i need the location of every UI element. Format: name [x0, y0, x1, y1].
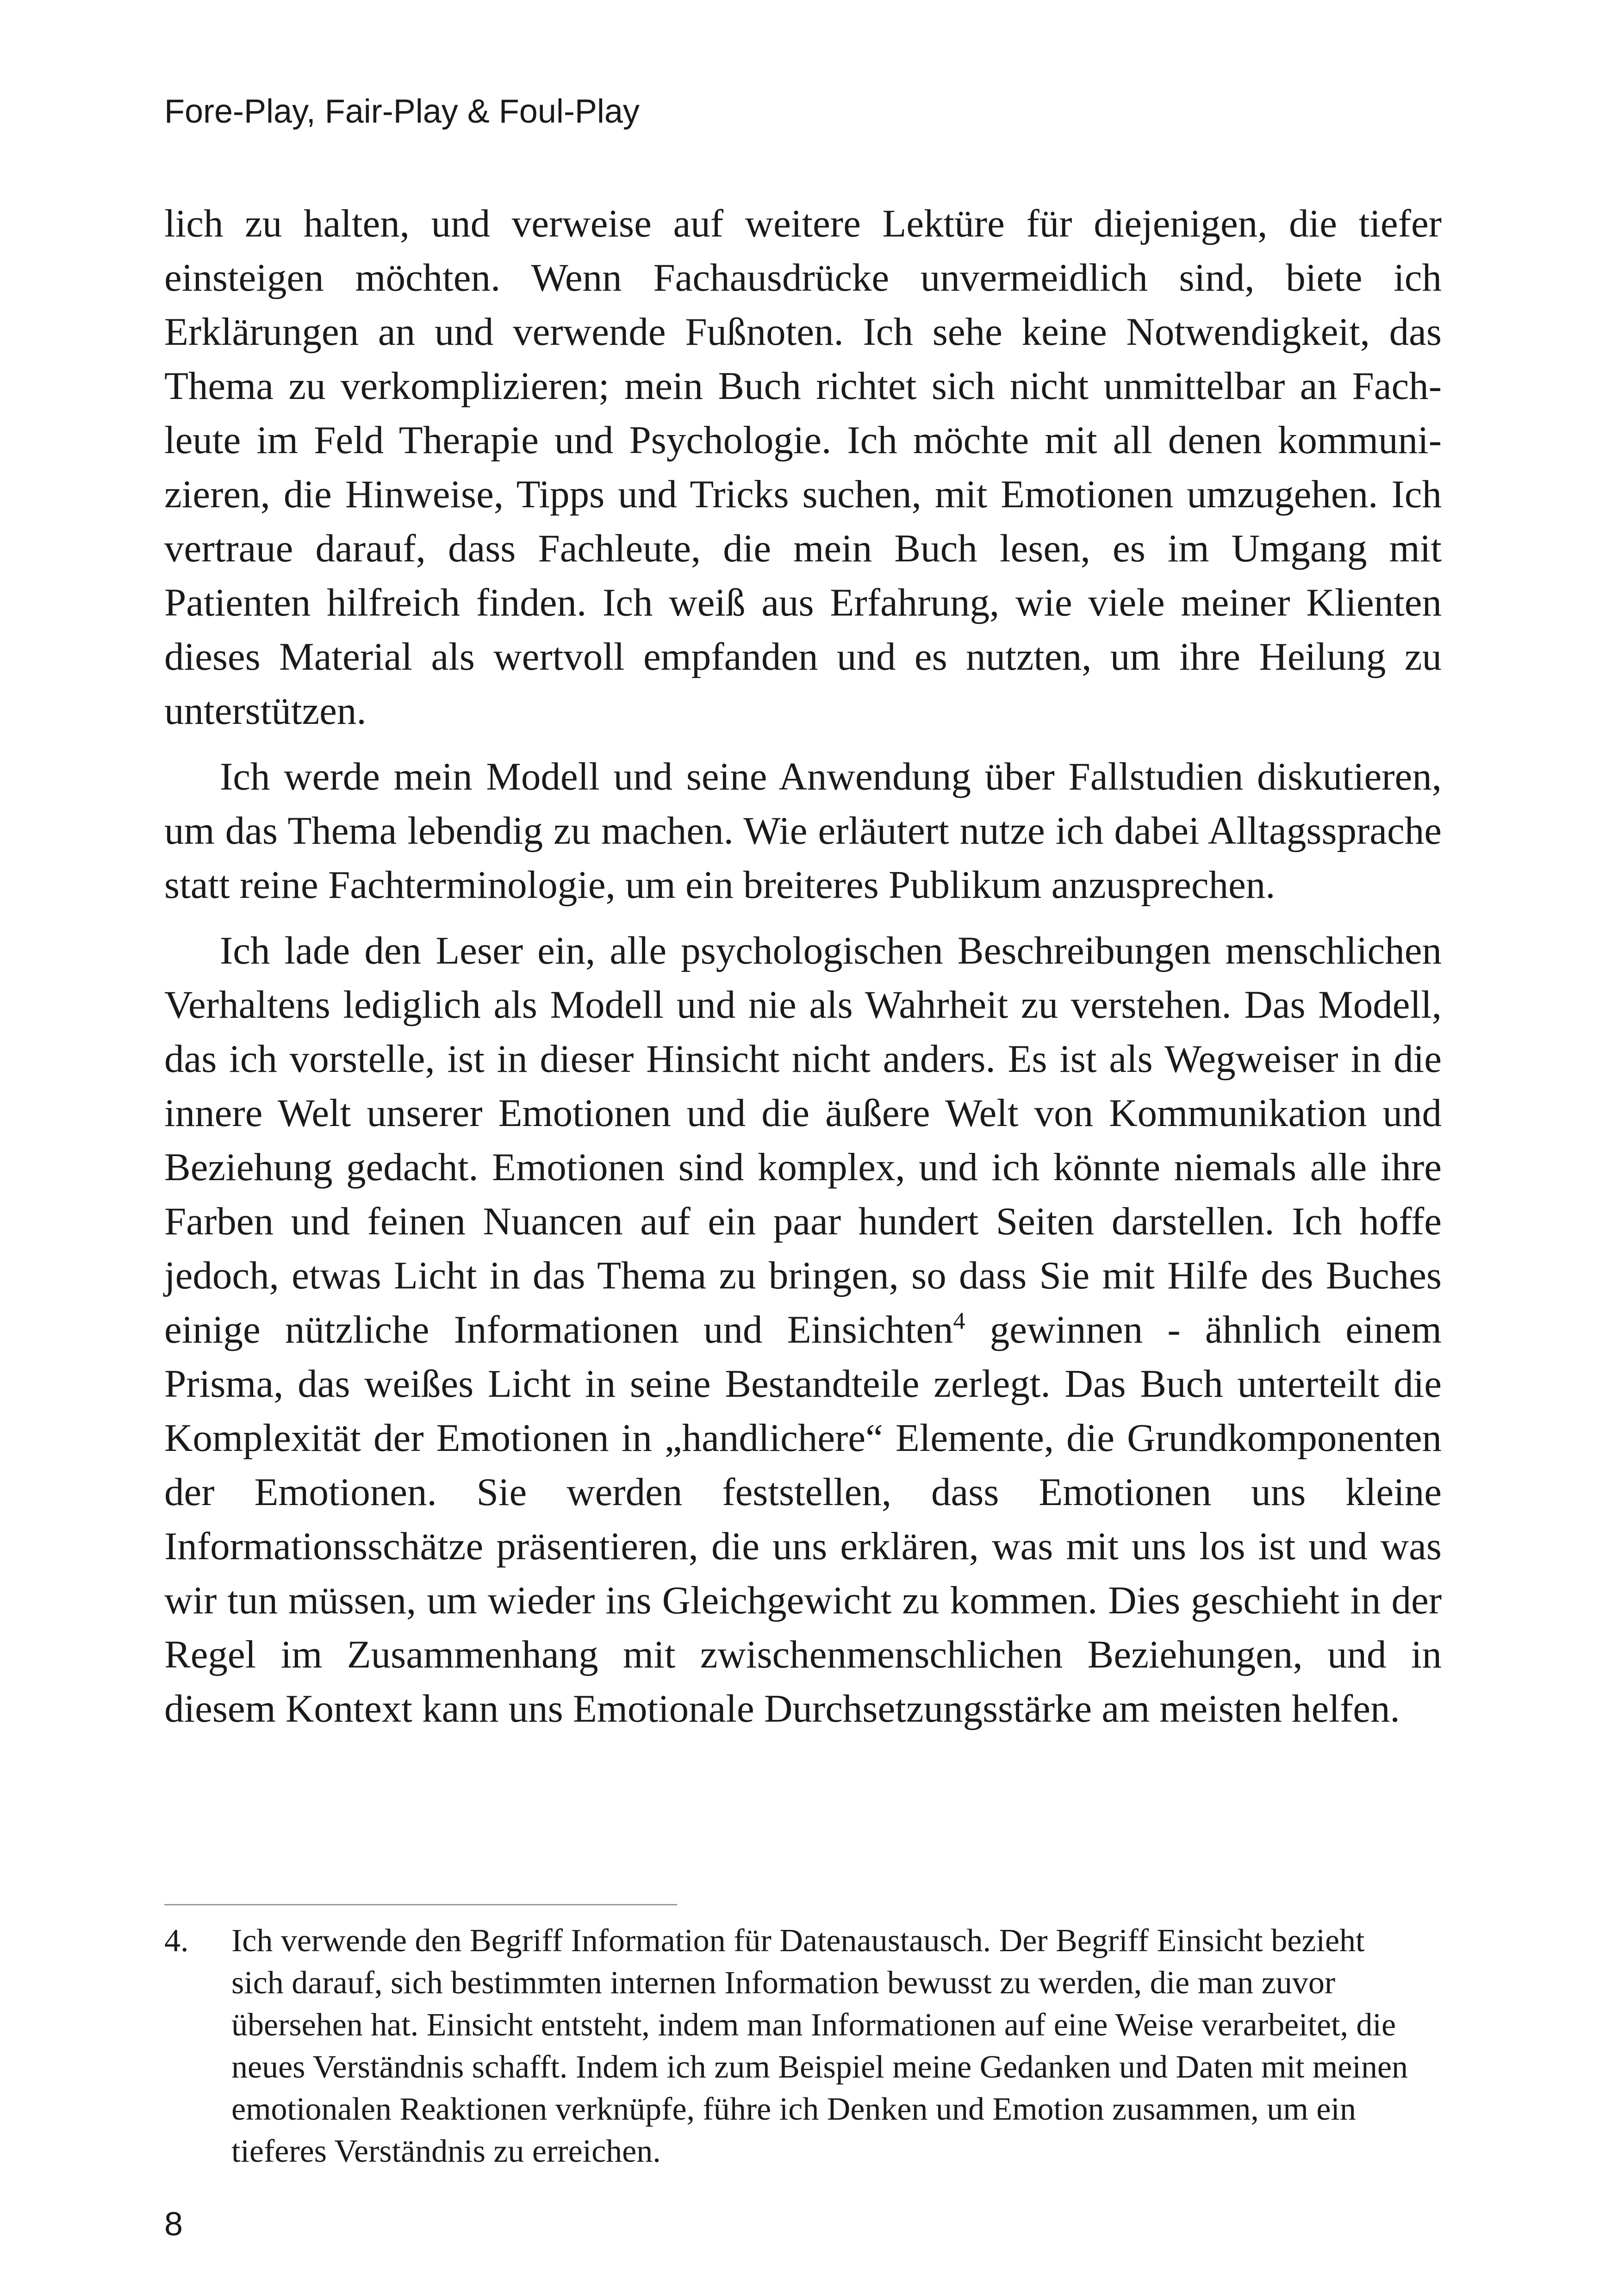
paragraph-3-part-2: gewinnen - ähnlich einem Prisma, das weißes Licht in seine Bestandteile zerlegt. Das Buch unterteilt die Komplexität der Emotionen in „handlichere“ Elemente, die Grundkomponenten der Emotionen. Sie werden feststellen, dass Emotionen uns kleine Informationsschätze präsentieren, die uns erklären, was mit uns los ist und was wir tun müssen, um wieder ins Gleichgewicht zu kommen. Dies geschieht in der Regel im Zusammenhang mit zwischenmenschlichen Beziehungen, und in diesem Kontext kann uns Emotionale Durchsetzungsstärke am meisten helfen.: [164, 1308, 1442, 1730]
footnote-divider: [164, 1904, 677, 1905]
paragraph-1: lich zu halten, und verweise auf weitere Lektüre für diejenigen, die tiefer einsteigen möchten. Wenn Fachausdrücke unvermeidlich sind, biete ich Erklärungen an und verwende Fußnoten. Ich sehe keine Notwendigkeit, das Thema zu verkomplizieren; mein Buch richtet sich nicht unmittelbar an Fachleute im Feld Therapie und Psychologie. Ich möchte mit all denen kommunizieren, die Hinweise, Tipps und Tricks suchen, mit Emotionen umzugehen. Ich vertraue darauf, dass Fachleute, die mein Buch lesen, es im Umgang mit Patienten hilfreich finden. Ich weiß aus Erfahrung, wie viele meiner Klienten dieses Material als wertvoll empfanden und es nutzten, um ihre Heilung zu unterstützen.: [164, 202, 1442, 733]
paragraph-3-part-1: Ich lade den Leser ein, alle psychologischen Beschreibungen menschlichen Verhaltens lediglich als Modell und nie als Wahrheit zu verstehen. Das Modell, das ich vorstelle, ist in dieser Hinsicht nicht anders. Es ist als Wegweiser in die innere Welt unserer Emotionen und die äußere Welt von Kommunikation und Beziehung gedacht. Emotionen sind komplex, und ich könnte niemals alle ihre Farben und feinen Nuancen auf ein paar hundert Seiten darstellen. Ich hoffe jedoch, etwas Licht in das Thema zu bringen, so dass Sie mit Hilfe des Buches einige nützliche Informationen und Einsichten: [164, 929, 1442, 1351]
body-text: [164, 197, 1442, 1748]
footnote-text: Ich verwende den Begriff Information für Datenaustausch. Der Begriff Einsicht bezieht sich darauf, sich bestimmten internen Information bewusst zu werden, die man zuvor übersehen hat. Einsicht entsteht, indem man Informationen auf eine Weise verarbeitet, die neues Verständnis schafft. Indem ich zum Beispiel meine Gedanken und Daten mit meinen emotionalen Reaktionen verknüpfe, führe ich Denken und Emotion zusammen, um ein tieferes Verständnis zu erreichen.: [231, 1923, 1408, 2169]
running-header: Fore-Play, Fair-Play & Foul-Play: [164, 93, 640, 130]
footnote: [164, 1920, 1414, 2172]
page-number: 8: [164, 2206, 183, 2243]
footnote-number: 4.: [164, 1923, 189, 1959]
footnote-reference[interactable]: 4: [953, 1308, 965, 1334]
paragraph-2: Ich werde mein Modell und seine Anwendung über Fallstudien diskutieren, um das Thema lebendig zu machen. Wie erläutert nutze ich dabei Alltagssprache statt reine Fachterminologie, um ein breiteres Publikum anzusprechen.: [164, 755, 1442, 907]
paragraph-3: [164, 924, 1442, 1736]
